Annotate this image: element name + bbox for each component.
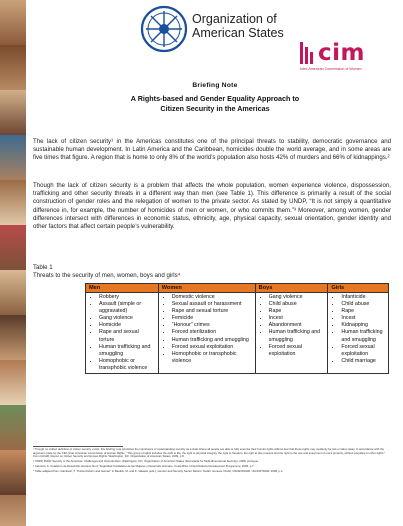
threat-list bbox=[259, 294, 325, 358]
threat-item: • Infanticide bbox=[341, 294, 385, 301]
table-label: Table 1 bbox=[33, 264, 53, 271]
threat-item: • “Honour” crimes bbox=[172, 322, 252, 329]
threat-item: • Rape and sexual torture bbox=[172, 308, 252, 315]
threat-item: • Gang violence bbox=[99, 315, 155, 322]
title-line-1: A Rights-based and Gender Equality Approach to bbox=[130, 94, 300, 103]
photo-tile bbox=[0, 45, 26, 90]
threat-item: • Rape bbox=[341, 308, 385, 315]
threat-item: • Kidnapping bbox=[341, 322, 385, 329]
body-paragraph: Though the lack of citizen security is a problem that affects the whole population, women experience violence, dispossession, trafficking and other security threats in a different way than men (see Table 1). This difference is primarily a result of the social construction of gender roles and the relegation of women to the private sector. As stated by UNDP, “It is not simply a quantitative difference in, for example, the number of homicides of men or women, or who commits them.”³ Moreover, among women, gender differences intersect with differences in economic status, ethnicity, age, physical capacity, sexual orientation, gender identity and other factors that affect certain people’s vulnerability. bbox=[33, 182, 391, 231]
photo-tile bbox=[0, 0, 26, 45]
header-boys: Boys bbox=[255, 284, 328, 293]
threat-item: • Forced sterilization bbox=[172, 329, 252, 336]
threat-item: • Forced sexual exploitation bbox=[341, 344, 385, 358]
briefing-label: Briefing Note bbox=[192, 82, 238, 89]
photo-strip bbox=[0, 0, 26, 526]
org-line-1: Organization of bbox=[192, 12, 277, 26]
cim-subtitle: Inter-American Commission of Women bbox=[300, 67, 362, 71]
document-title bbox=[40, 94, 390, 113]
footnote: ³ Carneiro, A. Cuaderno de Desarrollo Humano No.2: Seguridad Ciudadana de las Mujeres y Desarrollo Humano. Costa Rica: United Nations Development Programme, 2006, p.7. bbox=[33, 463, 255, 468]
cim-logo-icon bbox=[300, 42, 316, 64]
table-header-row bbox=[86, 284, 389, 293]
photo-tile bbox=[0, 90, 26, 135]
threat-list bbox=[89, 294, 155, 372]
threats-table bbox=[85, 283, 389, 374]
photo-tile bbox=[0, 315, 26, 360]
threat-item: • Homicide bbox=[99, 322, 155, 329]
threat-item: • Forced sexual exploitation bbox=[269, 344, 325, 358]
threat-list bbox=[162, 294, 252, 365]
title-line-2: Citizen Security in the Americas bbox=[160, 103, 270, 113]
threat-item: • Gang violence bbox=[269, 294, 325, 301]
photo-tile bbox=[0, 180, 26, 225]
organization-name bbox=[192, 12, 284, 40]
threat-item: • Rape and sexual torture bbox=[99, 329, 155, 343]
boys-threats bbox=[255, 293, 328, 374]
photo-tile bbox=[0, 270, 26, 315]
threat-item: • Human trafficking and smuggling bbox=[269, 329, 325, 343]
threat-item: • Incest bbox=[341, 315, 385, 322]
threat-item: • Domestic violence bbox=[172, 294, 252, 301]
intro-paragraph: The lack of citizen security¹ in the Americas constitutes one of the principal threats to stability, democratic governance and sustainable human development. In Latin America and the Caribbean, homicides double the world average, and in some areas are five times that figure. A region that is home to only 8% of the world’s population also hosts 42% of murders and 66% of kidnappings.² bbox=[33, 138, 391, 162]
oas-seal-icon bbox=[140, 5, 188, 53]
photo-tile bbox=[0, 405, 26, 450]
table-row bbox=[86, 293, 389, 374]
threat-item: • Child abuse bbox=[341, 301, 385, 308]
threat-item: • Femicide bbox=[172, 315, 252, 322]
footnote: ¹ Though no unified definition of citizen security exists, this briefing note prioritizes the importance of understanding security as a state where all people are able to fully exercise their human rights without fear that those rights may suddenly be lost or taken away. In accordance with the argument made by the CIM (Inter-American Commission of Human Rights, “This group of rights includes the right to life, the right to physical integrity, the right to freedom, the right to due process and the right to the use and enjoyment of one’s property, without prejudice to other rights.” From IACHR, Report on Citizen Security and Human Rights. Washington, DC: Organization of American States, 2009, p.8. bbox=[33, 447, 386, 459]
threat-item: • Child marriage bbox=[341, 358, 385, 365]
threat-item: • Assault (simple or aggravated) bbox=[99, 301, 155, 315]
threat-item: • Rape bbox=[269, 308, 325, 315]
footnote: ² UNDP, Public Security in the Americas: Challenges and Opportunities. Washington, DC: Organization of American States (Secretariat for Multi-dimensional Security), 2008, prologue. bbox=[33, 459, 259, 464]
photo-tile bbox=[0, 360, 26, 405]
footnote: ⁴ Table adapted from: Gambetti, T. “Police Reform and Gender” in Bastick, M. and K. Valasek (eds.), Gender and Security Sector Reform Toolkit. Geneva: DCAF, OSCE/ODIHR, UN-INSTRAW, 2008, p.4. bbox=[33, 468, 284, 473]
threat-list bbox=[331, 294, 385, 365]
men-threats bbox=[86, 293, 159, 374]
cim-wordmark: cim bbox=[318, 40, 365, 66]
threat-item: • Robbery bbox=[99, 294, 155, 301]
threat-item: • Abandonment bbox=[269, 322, 325, 329]
threat-item: • Sexual assault or harassment bbox=[172, 301, 252, 308]
table-caption: Threats to the security of men, women, boys and girls⁴ bbox=[33, 272, 181, 279]
header-women: Women bbox=[158, 284, 255, 293]
org-line-2: American States bbox=[192, 26, 284, 40]
photo-tile bbox=[0, 135, 26, 180]
threat-item: • Forced sexual exploitation bbox=[172, 344, 252, 351]
threat-item: • Human trafficking and smuggling bbox=[99, 344, 155, 358]
cim-logo bbox=[300, 40, 396, 71]
photo-tile bbox=[0, 450, 26, 495]
threat-item: • Child abuse bbox=[269, 301, 325, 308]
threat-item: • Homophobic or transphobic violence bbox=[172, 351, 252, 365]
threat-item: • Homophobic or transphobic violence bbox=[99, 358, 155, 372]
girls-threats bbox=[328, 293, 389, 374]
photo-tile bbox=[0, 225, 26, 270]
threat-item: • Incest bbox=[269, 315, 325, 322]
header-men: Men bbox=[86, 284, 159, 293]
photo-tile bbox=[0, 495, 26, 526]
footnotes bbox=[33, 448, 391, 474]
threat-item: • Human trafficking and smuggling bbox=[172, 337, 252, 344]
header-girls: Girls bbox=[328, 284, 389, 293]
threat-item: • Human trafficking and smuggling bbox=[341, 329, 385, 343]
women-threats bbox=[158, 293, 255, 374]
